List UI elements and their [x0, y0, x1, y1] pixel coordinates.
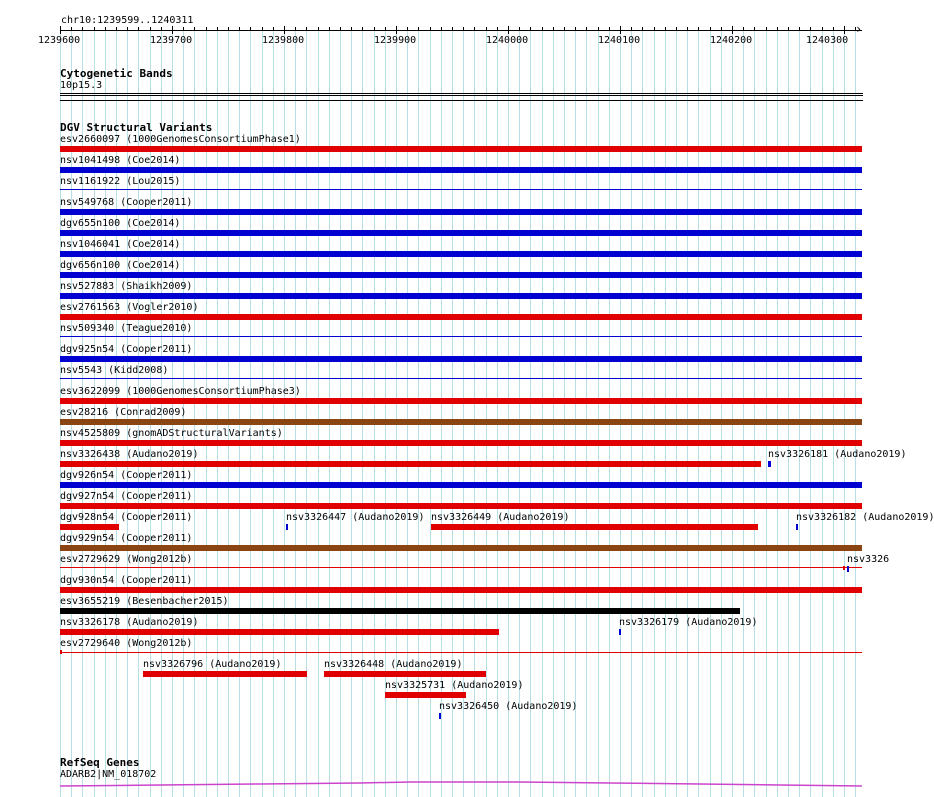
- variant-label[interactable]: nsv3326181 (Audano2019): [768, 449, 907, 460]
- variant-label[interactable]: esv2761563 (Vogler2010): [60, 302, 199, 313]
- ruler-tick-label: 1240000: [486, 35, 529, 46]
- ruler-tick-label: 1240200: [710, 35, 753, 46]
- ruler-tick-label: 1240300: [806, 35, 849, 46]
- variant-label[interactable]: esv2729640 (Wong2012b): [60, 638, 193, 649]
- variant-label[interactable]: nsv4525809 (gnomADStructuralVariants): [60, 428, 283, 439]
- variant-label[interactable]: nsv509340 (Teague2010): [60, 323, 193, 334]
- ruler-tick-label: 1239800: [262, 35, 305, 46]
- variant-label[interactable]: nsv1046041 (Coe2014): [60, 239, 181, 250]
- variant-label[interactable]: nsv3326796 (Audano2019): [143, 659, 282, 670]
- ruler-tick-label: 1239900: [374, 35, 417, 46]
- variant-label[interactable]: dgv929n54 (Cooper2011): [60, 533, 193, 544]
- cytoband-label: 10p15.3: [60, 80, 103, 91]
- variant-label[interactable]: dgv928n54 (Cooper2011): [60, 512, 193, 523]
- variant-label[interactable]: dgv930n54 (Cooper2011): [60, 575, 193, 586]
- dgv-track-title: DGV Structural Variants: [60, 121, 213, 134]
- variant-label[interactable]: nsv3326182 (Audano2019): [796, 512, 934, 523]
- ruler-arrow-icon: ›: [855, 22, 863, 36]
- variant-label[interactable]: nsv3326178 (Audano2019): [60, 617, 199, 628]
- variant-label[interactable]: dgv927n54 (Cooper2011): [60, 491, 193, 502]
- variant-label[interactable]: nsv3326448 (Audano2019): [324, 659, 463, 670]
- gene-label[interactable]: ADARB2|NM_018702: [60, 769, 157, 780]
- variant-label[interactable]: nsv3326447 (Audano2019): [286, 512, 425, 523]
- ruler-tick-label: 1240100: [598, 35, 641, 46]
- gene-intron-line[interactable]: [60, 782, 862, 786]
- refseq-track-title: RefSeq Genes: [60, 756, 140, 769]
- variant-label[interactable]: nsv549768 (Cooper2011): [60, 197, 193, 208]
- variant-label[interactable]: dgv655n100 (Coe2014): [60, 218, 181, 229]
- variant-label[interactable]: dgv926n54 (Cooper2011): [60, 470, 193, 481]
- variant-label[interactable]: esv3622099 (1000GenomesConsortiumPhase3): [60, 386, 301, 397]
- variant-label[interactable]: dgv656n100 (Coe2014): [60, 260, 181, 271]
- variant-label[interactable]: nsv3325731 (Audano2019): [385, 680, 524, 691]
- variant-label[interactable]: nsv3326438 (Audano2019): [60, 449, 199, 460]
- ruler-tick-label: 1239600: [38, 35, 81, 46]
- variant-label[interactable]: nsv3326449 (Audano2019): [431, 512, 570, 523]
- variant-label[interactable]: nsv3326450 (Audano2019): [439, 701, 578, 712]
- variant-label[interactable]: esv3655219 (Besenbacher2015): [60, 596, 229, 607]
- variant-label[interactable]: nsv3326: [847, 554, 890, 565]
- variant-label[interactable]: dgv925n54 (Cooper2011): [60, 344, 193, 355]
- variant-label[interactable]: nsv1161922 (Lou2015): [60, 176, 181, 187]
- variant-label[interactable]: nsv3326179 (Audano2019): [619, 617, 758, 628]
- variant-label[interactable]: nsv5543 (Kidd2008): [60, 365, 169, 376]
- variant-label[interactable]: nsv527883 (Shaikh2009): [60, 281, 193, 292]
- locus-label: chr10:1239599..1240311: [61, 15, 194, 26]
- ruler-tick-label: 1239700: [150, 35, 193, 46]
- variant-label[interactable]: nsv1041498 (Coe2014): [60, 155, 181, 166]
- variant-label[interactable]: esv2660097 (1000GenomesConsortiumPhase1): [60, 134, 301, 145]
- variant-label[interactable]: esv2729629 (Wong2012b): [60, 554, 193, 565]
- variant-label[interactable]: esv28216 (Conrad2009): [60, 407, 187, 418]
- cytoband-track-title: Cytogenetic Bands: [60, 67, 173, 80]
